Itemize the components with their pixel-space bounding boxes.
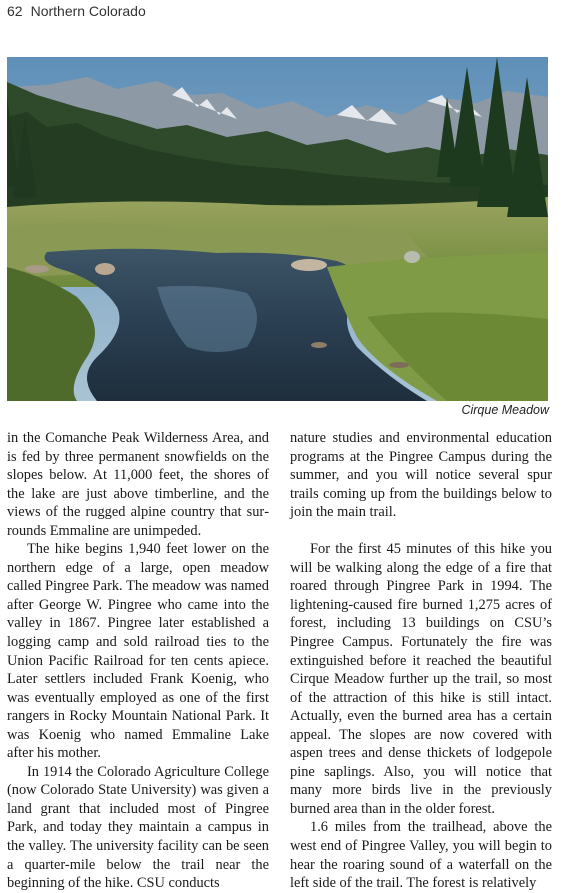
- photo-caption: Cirque Meadow: [461, 403, 549, 417]
- left-text-column: [7, 429, 269, 893]
- page-number: 62: [7, 3, 23, 19]
- right-text-column: [290, 429, 552, 893]
- landscape-illustration: [7, 57, 548, 401]
- paragraph: nature studies and environmental education programs at the Pingree Campus during the summer, and you will notice several spur trails coming up from the buildings below to join the main trail.: [290, 430, 552, 521]
- paragraph: The hike begins 1,940 feet lower on the northern edge of a large, open meadow called Pingree Park. The meadow was named after George W. Pingree who came into the valley in 1867. Pingree later established a logging camp and sold railroad ties to the Union Pacific Railroad for ten cents apiece. Later settlers included Frank Koenig, who was eventually employed as one of the first rangers in Rocky Mountain National Park. It was Koenig who named Emmaline Lake after his mother.: [7, 541, 269, 762]
- running-header: [7, 3, 146, 23]
- paragraph: in the Comanche Peak Wilderness Area, and is fed by three permanent snowfields on the slopes below. At 11,000 feet, the shores of the lake are just above timberline, and the views of the rugged alpine country that surrounds Emmaline are unimpeded.: [7, 430, 269, 539]
- paragraph: 1.6 miles from the trailhead, above the west end of Pingree Valley, you will begin to hear the roaring sound of a waterfall on the left side of the trail. The forest is relatively: [290, 819, 552, 892]
- cirque-meadow-photo: [7, 57, 548, 401]
- paragraph: In 1914 the Colorado Agriculture College (now Colorado State University) was given a land grant that included most of Pingree Park, and today they maintain a campus in the valley. The university facility can be seen a quarter-mile below the trail near the beginning of the hike. CSU conducts: [7, 763, 269, 892]
- section-title: Northern Colorado: [30, 3, 146, 19]
- paragraph: For the first 45 minutes of this hike you will be walking along the edge of a fire that roared through Pingree Park in 1994. The lightening-caused fire burned 1,275 acres of forest, including 13 buildings on CSU’s Pingree Campus. Fortunately the fire was extinguished before it reached the beautiful Cirque Meadow further up the trail, so most of the attraction of this hike is still intact. Actually, even the burned area has a certain appeal. The slopes are now covered with aspen trees and dense thickets of lodgepole pine saplings. Also, you will notice that many more birds live in the previously burned area than in the older forest.: [290, 541, 552, 817]
